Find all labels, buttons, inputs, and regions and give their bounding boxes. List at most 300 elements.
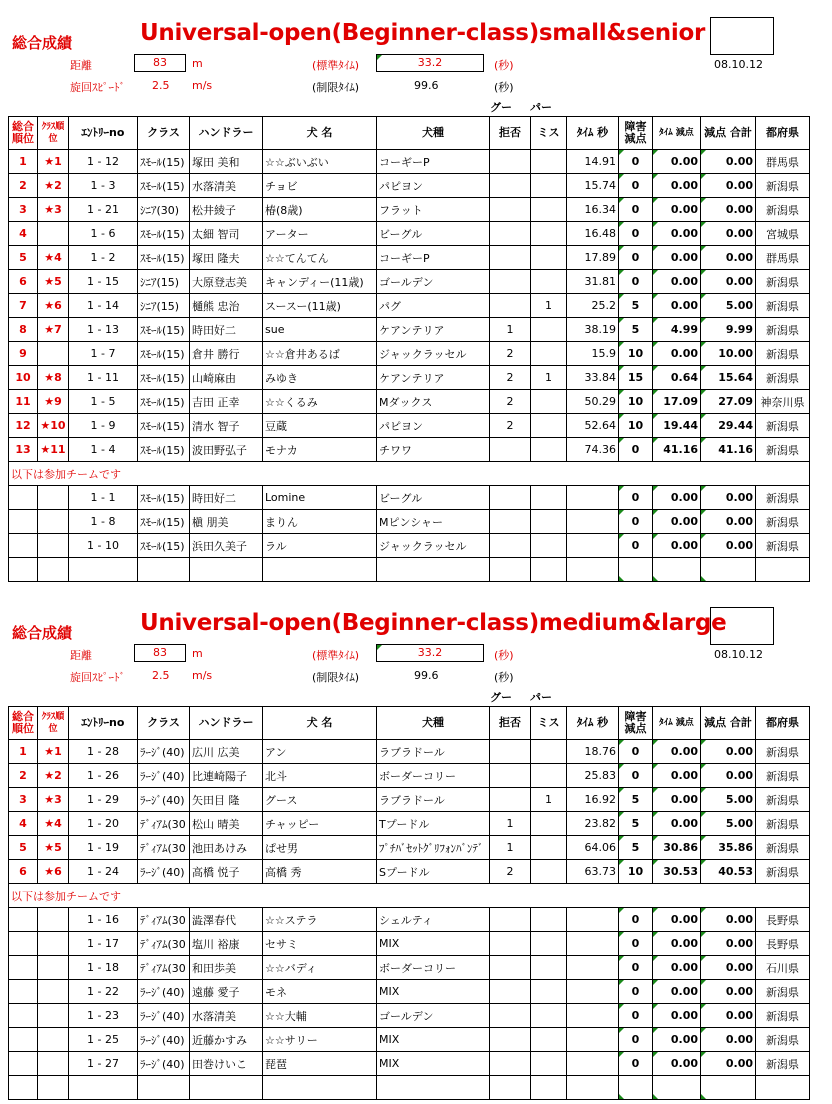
blank-cell [756,1076,810,1100]
result-cell: 64.06 [567,836,619,860]
speed-label: 旋回ｽﾋﾟｰﾄﾞ [70,671,125,684]
result-cell [531,414,567,438]
result-cell: 23.82 [567,812,619,836]
participant-cell [490,1004,531,1028]
section-date: 08.10.12 [714,58,763,71]
result-cell: キャンディー(11歳) [263,270,377,294]
result-cell: 5 [9,836,38,860]
limit-time-value: 99.6 [414,669,439,682]
participant-cell [531,1052,567,1076]
result-cell: 0.00 [701,764,756,788]
participant-cell: Mピンシャー [377,510,490,534]
participant-cell: ﾗｰｼﾞ(40) [138,1004,190,1028]
distance-value: 83 [134,644,186,662]
result-cell [531,174,567,198]
result-cell [531,198,567,222]
result-cell: 樋熊 忠治 [190,294,263,318]
participant-cell: 時田好二 [190,486,263,510]
participant-cell: 0 [619,980,653,1004]
result-row [9,390,810,414]
result-cell: 新潟県 [756,438,810,462]
result-row [9,366,810,390]
participant-cell: 新潟県 [756,1028,810,1052]
result-cell: ﾃﾞｨｱﾑ(30 [138,812,190,836]
result-cell: 高橋 秀 [263,860,377,884]
result-cell: 0.00 [653,222,701,246]
result-cell: 1 - 6 [69,222,138,246]
result-cell: 1 [490,812,531,836]
result-cell: 塚田 隆夫 [190,246,263,270]
result-cell: ケアンテリア [377,366,490,390]
result-cell: 1 - 13 [69,318,138,342]
result-cell [531,342,567,366]
participant-cell [38,1052,69,1076]
result-cell: 群馬県 [756,150,810,174]
result-cell: ｽﾓｰﾙ(15) [138,246,190,270]
blank-row [9,558,810,582]
header-cell: 総合順位 [9,707,38,740]
header-cell: ﾀｲﾑ 減点 [653,707,701,740]
result-cell [490,150,531,174]
result-cell: 山崎麻由 [190,366,263,390]
result-cell: 0.00 [701,174,756,198]
participant-cell [567,1028,619,1052]
result-cell [531,390,567,414]
result-cell: 1 - 9 [69,414,138,438]
blank-cell [69,558,138,582]
result-cell: ﾌﾟﾁﾊﾞｾｯﾄｸﾞﾘﾌｫﾝﾊﾞﾝﾃﾞ [377,836,490,860]
result-cell: ★8 [38,366,69,390]
participant-cell [38,1028,69,1052]
standard-time-unit: (秒) [494,59,514,72]
participant-row [9,980,810,1004]
participant-cell [38,980,69,1004]
header-cell: ｴﾝﾄﾘｰno [69,117,138,150]
result-cell: 高橋 悦子 [190,860,263,884]
result-cell: 1 - 7 [69,342,138,366]
result-cell: 椿(8歳) [263,198,377,222]
participant-cell: 1 - 27 [69,1052,138,1076]
result-cell: 0 [619,222,653,246]
result-cell: 時田好二 [190,318,263,342]
result-cell: 27.09 [701,390,756,414]
goo-label: グー [490,101,512,114]
result-cell: 倉井 勝行 [190,342,263,366]
result-cell: ｽﾓｰﾙ(15) [138,366,190,390]
distance-label: 距離 [70,649,92,662]
result-cell: ぱせ男 [263,836,377,860]
result-cell: 15.64 [701,366,756,390]
blank-cell [38,558,69,582]
standard-time-value: 33.2 [376,644,484,662]
participant-cell: 0.00 [701,534,756,558]
participant-cell: 1 - 16 [69,908,138,932]
header-cell: 都府県 [756,707,810,740]
result-cell: 1 [9,150,38,174]
result-cell: グース [263,788,377,812]
participant-cell: 0.00 [653,980,701,1004]
participant-cell: ｽﾓｰﾙ(15) [138,510,190,534]
result-cell: 0.00 [653,342,701,366]
participant-cell [490,1052,531,1076]
result-cell: 50.29 [567,390,619,414]
participant-cell: シェルティ [377,908,490,932]
header-row [9,707,810,740]
header-cell: 減点 合計 [701,117,756,150]
result-cell: 10 [619,860,653,884]
blank-cell [263,1076,377,1100]
header-cell: 拒否 [490,117,531,150]
result-cell: ケアンテリア [377,318,490,342]
participant-cell: 0.00 [653,486,701,510]
result-cell [490,438,531,462]
blank-cell [263,558,377,582]
result-cell: ｼﾆｱ(15) [138,294,190,318]
participant-cell [490,980,531,1004]
standard-time-unit: (秒) [494,649,514,662]
result-cell: ★3 [38,788,69,812]
result-cell: 0.00 [653,246,701,270]
blank-cell [190,1076,263,1100]
participant-cell: ☆☆サリー [263,1028,377,1052]
result-cell: 新潟県 [756,788,810,812]
participant-row [9,1004,810,1028]
participant-cell: 0.00 [653,932,701,956]
result-cell: ビーグル [377,222,490,246]
header-cell: ｴﾝﾄﾘｰno [69,707,138,740]
participant-cell: 1 - 17 [69,932,138,956]
result-cell: チョビ [263,174,377,198]
result-cell: ★4 [38,246,69,270]
result-cell: 新潟県 [756,812,810,836]
result-cell: ☆☆てんてん [263,246,377,270]
participant-cell [531,908,567,932]
paa-label: パー [530,691,552,704]
result-cell: 新潟県 [756,414,810,438]
participant-cell [490,932,531,956]
blank-cell [701,558,756,582]
participant-cell: 0.00 [701,1028,756,1052]
result-cell: 1 - 15 [69,270,138,294]
result-cell: 29.44 [701,414,756,438]
result-row [9,222,810,246]
result-cell: 1 - 14 [69,294,138,318]
participant-cell: モネ [263,980,377,1004]
result-cell: 41.16 [701,438,756,462]
result-cell [490,174,531,198]
blank-row [9,1076,810,1100]
participant-cell [9,1028,38,1052]
participant-cell [38,486,69,510]
result-cell: 25.2 [567,294,619,318]
result-cell: 0 [619,198,653,222]
result-cell: 1 [531,788,567,812]
section-title: Universal-open(Beginner-class)small&senior [140,20,705,46]
result-cell: ﾗｰｼﾞ(40) [138,860,190,884]
result-cell: 広川 広美 [190,740,263,764]
result-cell: 2 [9,174,38,198]
result-cell: 5.00 [701,294,756,318]
participant-cell [531,956,567,980]
result-cell: 5.00 [701,788,756,812]
result-cell: 1 - 2 [69,246,138,270]
header-cell: ハンドラー [190,117,263,150]
blank-cell [567,1076,619,1100]
result-cell: ★2 [38,174,69,198]
participant-cell: 0 [619,1052,653,1076]
result-cell [531,764,567,788]
result-cell: 0.00 [653,150,701,174]
result-cell [531,812,567,836]
result-cell: ★2 [38,764,69,788]
result-cell: 1 - 3 [69,174,138,198]
result-cell: 新潟県 [756,270,810,294]
participant-cell [9,908,38,932]
participant-cell: ﾃﾞｨｱﾑ(30 [138,932,190,956]
result-cell: 14.91 [567,150,619,174]
result-cell [490,270,531,294]
participant-cell: 0 [619,908,653,932]
result-cell: 1 - 12 [69,150,138,174]
distance-label: 距離 [70,59,92,72]
result-row [9,836,810,860]
participant-cell: 0.00 [653,510,701,534]
result-cell [531,318,567,342]
header-cell: ﾀｲﾑ 秒 [567,707,619,740]
blank-cell [653,558,701,582]
result-cell [531,836,567,860]
result-cell: ★4 [38,812,69,836]
result-cell [531,150,567,174]
result-cell: ｽﾓｰﾙ(15) [138,390,190,414]
participant-cell: セサミ [263,932,377,956]
result-cell: ｽﾓｰﾙ(15) [138,318,190,342]
result-row [9,812,810,836]
header-cell: 拒否 [490,707,531,740]
result-cell: 太細 智司 [190,222,263,246]
result-cell: コーギーP [377,246,490,270]
participant-cell: 1 - 23 [69,1004,138,1028]
participant-row [9,956,810,980]
participant-cell: 0.00 [653,534,701,558]
participant-cell: まりん [263,510,377,534]
result-cell: 新潟県 [756,366,810,390]
result-cell: 11 [9,390,38,414]
participant-cell: ゴールデン [377,1004,490,1028]
participant-cell [38,1004,69,1028]
participant-cell: ｽﾓｰﾙ(15) [138,486,190,510]
speed-unit: m/s [192,669,213,682]
result-cell: 2 [490,390,531,414]
result-cell: パピヨン [377,414,490,438]
result-cell: 5 [619,788,653,812]
result-cell: 2 [490,414,531,438]
result-cell: ﾗｰｼﾞ(40) [138,740,190,764]
result-cell: ジャックラッセル [377,342,490,366]
participant-cell: 0 [619,956,653,980]
result-cell: sue [263,318,377,342]
result-cell: 0.00 [701,222,756,246]
blank-cell [9,558,38,582]
limit-time-unit: (秒) [494,81,514,94]
result-cell: アーター [263,222,377,246]
participant-cell [531,510,567,534]
participant-cell [567,956,619,980]
result-cell: 0.00 [701,198,756,222]
result-cell: Mダックス [377,390,490,414]
result-cell: 10 [619,390,653,414]
participant-cell [9,1052,38,1076]
participant-cell: 琵琶 [263,1052,377,1076]
result-cell: ｽﾓｰﾙ(15) [138,342,190,366]
participant-cell: ﾃﾞｨｱﾑ(30 [138,908,190,932]
result-cell: 新潟県 [756,198,810,222]
result-cell: Tプードル [377,812,490,836]
result-cell: 宮城県 [756,222,810,246]
participant-cell: 新潟県 [756,486,810,510]
blank-cell [490,1076,531,1100]
result-cell: Sプードル [377,860,490,884]
result-cell: 15 [619,366,653,390]
header-cell: 総合順位 [9,117,38,150]
header-cell: 障害減点 [619,117,653,150]
result-cell: 大原登志美 [190,270,263,294]
participant-cell: MIX [377,980,490,1004]
result-cell: 松山 晴美 [190,812,263,836]
participant-cell: 0.00 [701,1052,756,1076]
participant-cell: 槇 朋美 [190,510,263,534]
participant-cell [38,534,69,558]
header-cell: ハンドラー [190,707,263,740]
result-cell: ★1 [38,740,69,764]
participant-cell: 0 [619,932,653,956]
participant-cell: 0 [619,1004,653,1028]
blank-cell [567,558,619,582]
result-cell: ｽﾓｰﾙ(15) [138,174,190,198]
result-cell: 0 [619,246,653,270]
result-cell [531,270,567,294]
header-cell: ﾀｲﾑ 秒 [567,117,619,150]
result-cell: 8 [9,318,38,342]
result-row [9,414,810,438]
limit-time-label: (制限ﾀｲﾑ) [312,81,360,94]
results-table [8,116,810,582]
result-cell: ﾃﾞｨｱﾑ(30 [138,836,190,860]
result-row [9,150,810,174]
result-row [9,294,810,318]
participant-cell: 遠藤 愛子 [190,980,263,1004]
participant-cell: 新潟県 [756,1004,810,1028]
result-cell: ｽﾓｰﾙ(15) [138,222,190,246]
result-cell: 2 [9,764,38,788]
result-cell [490,294,531,318]
result-cell: 0.00 [701,150,756,174]
result-cell: 塚田 美和 [190,150,263,174]
result-cell: 1 - 28 [69,740,138,764]
result-row [9,318,810,342]
result-cell: 1 - 5 [69,390,138,414]
result-cell: 神奈川県 [756,390,810,414]
result-cell [531,438,567,462]
participant-cell [490,510,531,534]
participant-cell: MIX [377,932,490,956]
participant-cell: 0.00 [701,486,756,510]
participant-cell: 1 - 1 [69,486,138,510]
participants-note: 以下は参加チームです [9,884,810,908]
result-cell [490,222,531,246]
result-cell: 0.00 [701,740,756,764]
result-cell: 新潟県 [756,836,810,860]
result-cell: 群馬県 [756,246,810,270]
speed-value: 2.5 [152,669,170,682]
participant-cell [9,534,38,558]
participant-cell: ☆☆バディ [263,956,377,980]
result-row [9,764,810,788]
participant-cell [490,486,531,510]
result-cell: 0 [619,438,653,462]
result-cell: ｼﾆｱ(30) [138,198,190,222]
result-cell: 0 [619,174,653,198]
header-cell: ミス [531,707,567,740]
result-row [9,342,810,366]
participant-cell: 澁澤春代 [190,908,263,932]
section-date: 08.10.12 [714,648,763,661]
result-cell: ★6 [38,860,69,884]
result-cell: 2 [490,366,531,390]
result-cell: ☆☆ぶいぶい [263,150,377,174]
result-cell: 15.9 [567,342,619,366]
result-cell: 1 - 24 [69,860,138,884]
result-cell: 33.84 [567,366,619,390]
date-box [710,17,774,55]
result-cell: 5 [619,836,653,860]
result-cell: 5 [619,812,653,836]
participant-cell [38,908,69,932]
result-cell: 清水 智子 [190,414,263,438]
result-cell [531,740,567,764]
goo-label: グー [490,691,512,704]
result-cell: ★11 [38,438,69,462]
speed-unit: m/s [192,79,213,92]
participant-cell [490,956,531,980]
participant-cell: 石川県 [756,956,810,980]
participant-cell: ﾃﾞｨｱﾑ(30 [138,956,190,980]
distance-value: 83 [134,54,186,72]
section-label: 総合成績 [12,34,73,52]
result-cell: 7 [9,294,38,318]
participant-cell: 0.00 [701,932,756,956]
limit-time-value: 99.6 [414,79,439,92]
result-cell: 0 [619,270,653,294]
result-cell: モナカ [263,438,377,462]
participant-cell: MIX [377,1028,490,1052]
result-cell: 新潟県 [756,318,810,342]
participant-cell: 0 [619,534,653,558]
result-cell: 矢田目 隆 [190,788,263,812]
result-cell: 新潟県 [756,294,810,318]
results-table [8,706,810,1100]
participant-cell [531,486,567,510]
result-cell: 10.00 [701,342,756,366]
participant-cell: 0 [619,1028,653,1052]
result-cell: ★7 [38,318,69,342]
result-cell: 1 - 4 [69,438,138,462]
result-cell: ☆☆くるみ [263,390,377,414]
result-row [9,740,810,764]
participant-cell [531,932,567,956]
participant-cell [9,486,38,510]
participant-cell [9,932,38,956]
